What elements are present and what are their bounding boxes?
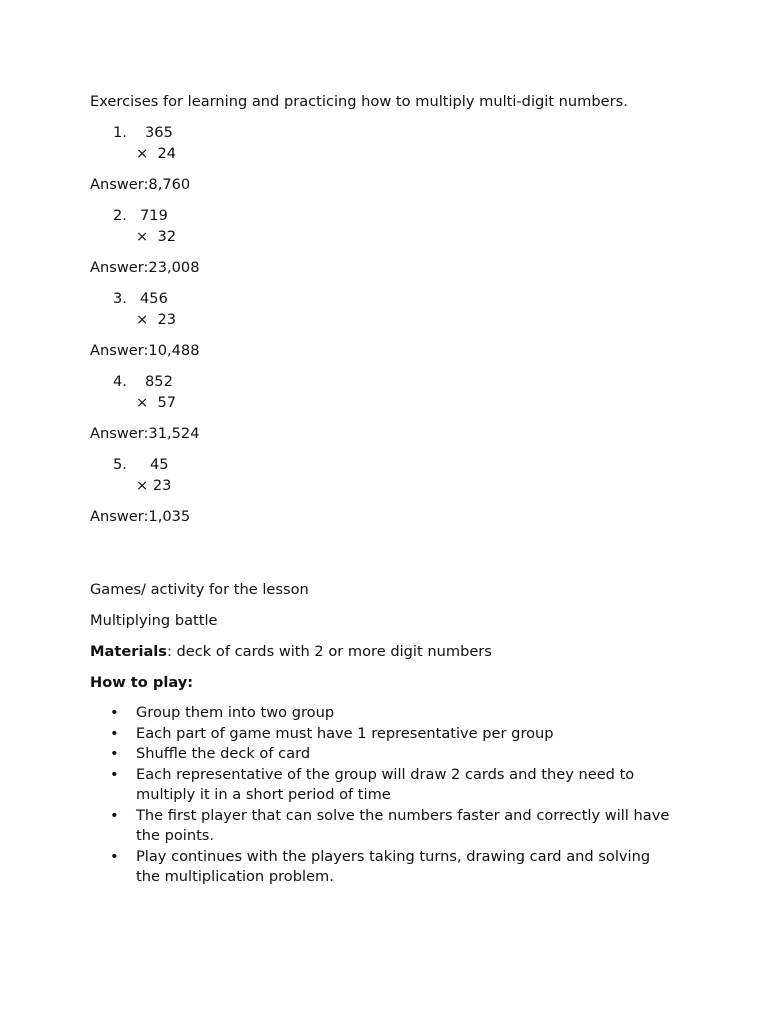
rules-list: [90, 703, 690, 888]
intro-text: Exercises for learning and practicing how to multiply multi-digit numbers.: [90, 93, 628, 110]
problem-5: [90, 454, 690, 496]
materials-label: Materials: [90, 643, 167, 660]
rule-text: The first player that can solve the numbers faster and correctly will have the points.: [136, 806, 670, 844]
problem-number: 5.: [113, 456, 127, 473]
bullet: •: [110, 745, 119, 762]
materials-line: [90, 641, 690, 662]
problem-4: [90, 371, 690, 413]
problem-answer: Answer:23,008: [90, 259, 200, 276]
bullet: •: [110, 724, 119, 742]
problem-multiplicand: 852: [145, 373, 173, 390]
rule-text: Each representative of the group will draw 2 cards and they need to multiply it in a short period of time: [136, 765, 635, 803]
games-heading: Games/ activity for the lesson: [90, 581, 309, 598]
problem-multiplicand: 719: [140, 207, 168, 224]
list-item: [90, 744, 676, 765]
problem-multiplier: × 32: [136, 228, 177, 245]
problem-number: 1.: [113, 124, 127, 141]
rule-text: Shuffle the deck of card: [136, 745, 311, 762]
problem-number: 3.: [113, 290, 127, 307]
problem-multiplicand: 45: [150, 456, 169, 473]
rule-text: Group them into two group: [136, 704, 335, 721]
problem-multiplier: × 23: [136, 477, 172, 494]
problem-multiplier: × 23: [136, 311, 177, 328]
problem-1: [90, 122, 690, 164]
problem-answer: Answer:8,760: [90, 176, 191, 193]
list-item: [90, 765, 676, 806]
problem-multiplier: × 57: [136, 394, 177, 411]
problem-number: 4.: [113, 373, 127, 390]
rule-text: Play continues with the players taking turns, drawing card and solving the multiplication problem.: [136, 847, 651, 885]
problem-answer: Answer:31,524: [90, 425, 200, 442]
bullet: •: [110, 847, 119, 865]
bullet: •: [110, 765, 119, 783]
how-to-play-heading: How to play:: [90, 674, 194, 691]
materials-text: : deck of cards with 2 or more digit numbers: [166, 643, 492, 660]
rule-text: Each part of game must have 1 representative per group: [136, 724, 554, 742]
problem-multiplicand: 456: [140, 290, 168, 307]
problem-2: [90, 205, 690, 247]
list-item: [90, 703, 676, 724]
section-spacer: [90, 537, 690, 579]
bullet: •: [110, 704, 119, 721]
problem-answer: Answer:10,488: [90, 342, 200, 359]
problem-multiplicand: 365: [145, 124, 173, 141]
list-item: [90, 806, 676, 847]
problem-number: 2.: [113, 207, 127, 224]
list-item: [90, 847, 676, 888]
problem-multiplier: × 24: [136, 145, 177, 162]
bullet: •: [110, 806, 119, 824]
problem-answer: Answer:1,035: [90, 508, 191, 525]
problem-3: [90, 288, 690, 330]
game-title: Multiplying battle: [90, 612, 218, 629]
list-item: [90, 724, 676, 745]
document-page: [90, 91, 690, 888]
